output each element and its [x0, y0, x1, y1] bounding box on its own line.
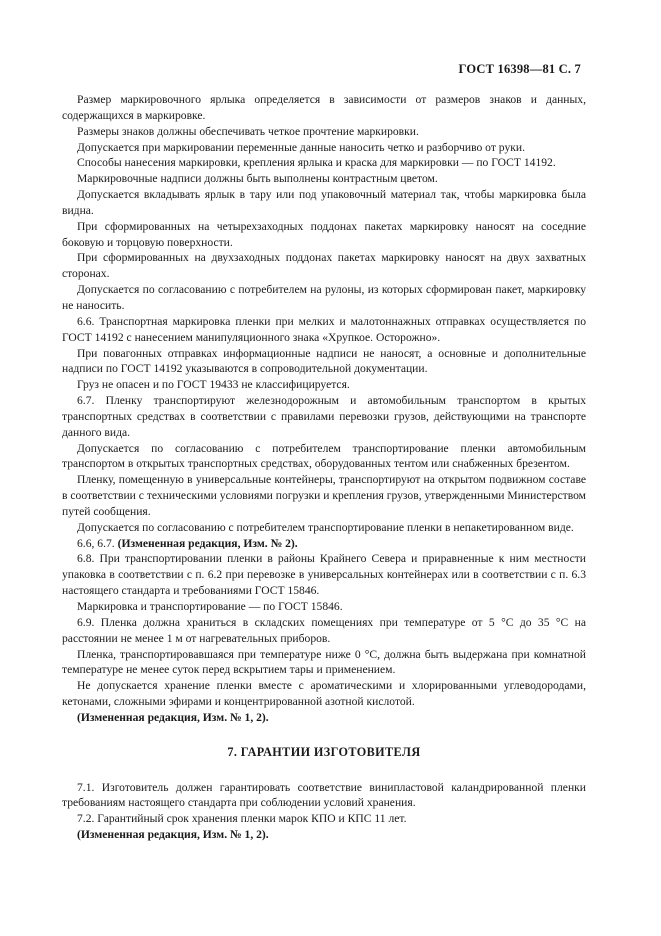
paragraph-7-2: 7.2. Гарантийный срок хранения пленки марок КПО и КПС 11 лет. [77, 812, 407, 826]
paragraph-cold-transport: Пленка, транспортировавшаяся при температуре ниже 0 °С, должна быть выдержана при комнатной температуре не менее суток перед вскрытием тары и применением. [62, 647, 586, 677]
document-body [62, 92, 586, 843]
paragraph-storage-restrictions: Не допускается хранение пленки вместе с ароматическими и хлорированными углеводородами, кетонами, сложными эфирами и концентрированной азотной кислотой. [62, 679, 586, 709]
amendment-text: (Измененная редакция, Изм. № 2). [117, 536, 298, 550]
paragraph-handwritten: Допускается при маркировании переменные данные наносить четко и разборчиво от руки. [77, 140, 525, 154]
amendment-note-section-7: (Измененная редакция, Изм. № 1, 2). [77, 828, 269, 842]
paragraph-6-7: 6.7. Пленку транспортируют железнодорожным и автомобильным транспортом в крытых транспортных средствах в соответствии с правилами перевозки грузов, действующими на транспорте данного вида. [62, 394, 586, 439]
paragraph-sign-size: Размеры знаков должны обеспечивать четкое прочтение маркировки. [77, 124, 419, 138]
paragraph-7-1: 7.1. Изготовитель должен гарантировать соответствие винипластовой каландрированной пленки требованиям настоящего стандарта при соблюдении условий хранения. [62, 780, 586, 810]
paragraph-containers: Пленку, помещенную в универсальные контейнеры, транспортируют на открытом подвижном составе в соответствии с техническими условиями погрузки и крепления грузов, утвержденными Министерством путей сообщения. [62, 473, 586, 518]
paragraph-open-vehicles: Допускается по согласованию с потребителем транспортирование пленки автомобильным транспортом в открытых транспортных средствах, оборудованных тентом или снабженных брезентом. [62, 441, 586, 471]
paragraph-label-insert: Допускается вкладывать ярлык в тару или под упаковочный материал так, чтобы маркировка была видна. [62, 188, 586, 217]
amendment-clause-ref: 6.6, 6.7. [77, 536, 118, 550]
paragraph-not-dangerous: Груз не опасен и по ГОСТ 19433 не классифицируется. [77, 378, 350, 392]
paragraph-two-way-pallets: При сформированных на двухзаходных поддонах пакетах маркировку наносят на двух захватных сторонах. [62, 251, 586, 281]
paragraph-marking-methods: Способы нанесения маркировки, крепления ярлыка и краска для маркировки — по ГОСТ 14192. [77, 156, 556, 170]
paragraph-6-8: 6.8. При транспортировании пленки в районы Крайнего Севера и приравненные к ним местности упаковка в соответствии с п. 6.2 при перевозке в универсальных контейнерах или в соответствии с п. 6.3 настоящего стандарта и требованиями ГОСТ 15846. [62, 552, 586, 598]
paragraph-marking-transport: Маркировка и транспортирование — по ГОСТ 15846. [77, 600, 343, 613]
paragraph-unpacketed: Допускается по согласованию с потребителем транспортирование пленки в непакетированном виде. [77, 520, 574, 534]
paragraph-four-way-pallets: При сформированных на четырехзаходных поддонах пакетах маркировку наносят на соседние боковую и торцовую поверхности. [62, 219, 586, 249]
paragraph-6-9: 6.9. Пленка должна храниться в складских помещениях при температуре от 5 °С до 35 °С на расстоянии не менее 1 м от нагревательных приборов. [62, 615, 586, 645]
paragraph-6-6: 6.6. Транспортная маркировка пленки при мелких и малотоннажных отправках осуществляется по ГОСТ 14192 с нанесением манипуляционного знака «Хрупкое. Осторожно». [62, 314, 586, 344]
paragraph-wagon-shipments: При повагонных отправках информационные надписи не наносят, а основные и дополнительные надписи по ГОСТ 14192 указываются в сопроводительной документации. [62, 346, 586, 376]
page-header: ГОСТ 16398—81 С. 7 [458, 62, 581, 76]
amendment-note-6-6-6-7 [62, 536, 586, 552]
paragraph-rolls-no-marking: Допускается по согласованию с потребителем на рулоны, из которых сформирован пакет, маркировку не наносить. [62, 283, 586, 312]
section-7-heading: 7. ГАРАНТИИ ИЗГОТОВИТЕЛЯ [227, 744, 421, 759]
paragraph-label-size: Размер маркировочного ярлыка определяется в зависимости от размеров знаков и данных, содержащихся в маркировке. [62, 93, 586, 122]
paragraph-contrast-color: Маркировочные надписи должны быть выполнены контрастным цветом. [77, 172, 438, 186]
amendment-note-section-6: (Измененная редакция, Изм. № 1, 2). [77, 710, 269, 724]
